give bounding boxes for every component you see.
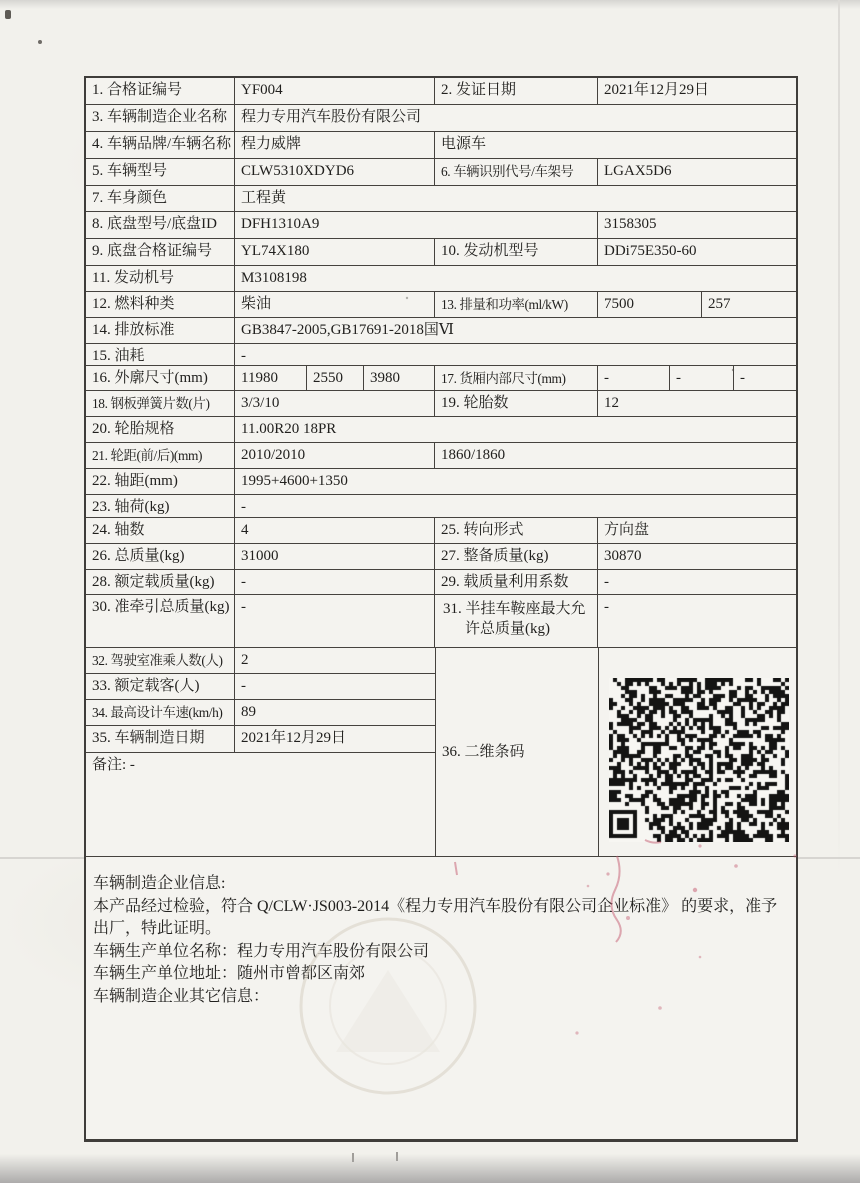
value-cargo-height: - — [740, 370, 745, 386]
value-emission-standard: GB3847-2005,GB17691-2018国Ⅵ — [241, 322, 455, 338]
label-axle-load: 23. 轴荷(kg) — [86, 495, 235, 517]
value-rated-load-mass: - — [235, 570, 435, 594]
row-manufacture-date — [86, 726, 435, 753]
value-chassis-model: DFH1310A9 — [235, 212, 598, 238]
value-chassis-id: 3158305 — [604, 216, 657, 232]
label-saddle-max-mass: 31. 半挂车鞍座最大允许总质量(kg) — [435, 595, 598, 647]
row-springs-tires — [86, 391, 796, 417]
value-manufacture-date: 2021年12月29日 — [241, 730, 347, 746]
value-rated-passengers: - — [241, 678, 246, 694]
footer-heading: 车辆制造企业信息: — [93, 875, 226, 892]
producer-name: 车辆生产单位名称：程力专用汽车股份有限公司 — [93, 942, 430, 960]
value-cargo-width: - — [670, 366, 734, 390]
row-chassis-model — [86, 212, 796, 239]
row-emission-standard — [86, 318, 796, 344]
certificate-table — [84, 76, 798, 1142]
value-steering-type: 方向盘 — [604, 522, 650, 538]
label-engine-no: 11. 发动机号 — [86, 266, 235, 291]
label-manufacture-date: 35. 车辆制造日期 — [86, 726, 235, 752]
value-gross-mass: 31000 — [235, 544, 435, 569]
qr-code-section — [435, 648, 796, 857]
value-length: 11980 — [235, 366, 307, 390]
manufacturer-info-section — [86, 857, 796, 1140]
value-fuel-type: 柴油 — [235, 292, 435, 317]
value-cab-passengers: 2 — [241, 652, 249, 668]
label-qr-code: 36. 二维条码 — [436, 648, 599, 856]
value-vehicle-model: CLW5310XDYD6 — [235, 159, 435, 185]
inspection-statement: 本产品经过检验，符合 Q/CLW·JS003-2014《程力专用汽车股份有限公司企业标准》 的要求，准予出厂，特此证明。 — [93, 897, 778, 937]
label-leaf-spring-count: 18. 钢板弹簧片数(片) — [86, 391, 235, 416]
label-displacement-power: 13. 排量和功率(ml/kW) — [435, 292, 598, 317]
row-outer-dimensions — [86, 366, 796, 391]
label-cargo-inner-dimensions: 17. 货厢内部尺寸(mm) — [435, 366, 598, 390]
label-cab-passengers: 32. 驾驶室准乘人数(人) — [86, 648, 235, 673]
value-leaf-spring-count: 3/3/10 — [235, 391, 435, 416]
value-issue-date: 2021年12月29日 — [604, 82, 710, 98]
label-issue-date: 2. 发证日期 — [435, 78, 598, 104]
row-fuel-displacement — [86, 292, 796, 318]
label-manufacturer-name: 3. 车辆制造企业名称 — [86, 105, 235, 131]
label-tire-spec: 20. 轮胎规格 — [86, 417, 235, 442]
scan-top-shadow — [0, 0, 860, 9]
value-saddle-max-mass: - — [604, 599, 609, 615]
row-axles-steering — [86, 518, 796, 544]
label-outer-dimensions: 16. 外廓尺寸(mm) — [86, 366, 235, 390]
row-rated-passengers — [86, 674, 435, 700]
value-curb-mass: 30870 — [604, 548, 642, 564]
label-towable-total-mass: 30. 准牵引总质量(kg) — [86, 595, 235, 647]
qr-code — [609, 678, 789, 842]
value-engine-model: DDi75E350-60 — [604, 243, 697, 259]
value-load-utilization: - — [604, 574, 609, 590]
value-engine-no: M3108198 — [241, 270, 307, 286]
row-fuel-consumption — [86, 344, 796, 366]
qr-code-cell — [599, 648, 796, 856]
label-track-front-rear: 21. 轮距(前/后)(mm) — [86, 443, 235, 468]
value-manufacturer-name: 程力专用汽车股份有限公司 — [241, 109, 422, 125]
value-height: 3980 — [364, 366, 435, 390]
value-cargo-length: - — [598, 366, 670, 390]
value-vin: LGAX5D6 — [604, 163, 672, 179]
scan-bottom-shadow — [0, 1154, 860, 1183]
label-load-utilization: 29. 载质量利用系数 — [435, 570, 598, 594]
row-remarks — [86, 753, 435, 857]
row-track — [86, 443, 796, 469]
other-info-heading: 车辆制造企业其它信息： — [93, 987, 270, 1005]
row-brand-name — [86, 132, 796, 159]
value-displacement: 7500 — [598, 292, 702, 317]
label-wheelbase: 22. 轴距(mm) — [86, 469, 235, 494]
value-certificate-no: YF004 — [235, 78, 435, 104]
row-gross-curb-mass — [86, 544, 796, 570]
row-rated-load — [86, 570, 796, 595]
label-tire-count: 19. 轮胎数 — [435, 391, 598, 416]
label-fuel-consumption: 15. 油耗 — [86, 344, 235, 365]
value-width: 2550 — [307, 366, 364, 390]
label-max-speed: 34. 最高设计车速(km/h) — [86, 700, 235, 725]
value-remarks: 备注: - — [92, 757, 135, 773]
value-max-speed: 89 — [241, 704, 256, 720]
label-chassis-certificate-no: 9. 底盘合格证编号 — [86, 239, 235, 265]
row-tire-spec — [86, 417, 796, 443]
row-axle-load — [86, 495, 796, 518]
label-rated-passengers: 33. 额定载客(人) — [86, 674, 235, 699]
row-model-vin — [86, 159, 796, 186]
value-body-color: 工程黄 — [241, 190, 287, 206]
row-body-color — [86, 186, 796, 212]
value-chassis-certificate-no: YL74X180 — [235, 239, 435, 265]
row-engine-number — [86, 266, 796, 292]
label-vin: 6. 车辆识别代号/车架号 — [435, 159, 598, 185]
label-certificate-no: 1. 合格证编号 — [86, 78, 235, 104]
label-vehicle-model: 5. 车辆型号 — [86, 159, 235, 185]
label-curb-mass: 27. 整备质量(kg) — [435, 544, 598, 569]
row-max-speed — [86, 700, 435, 726]
label-gross-mass: 26. 总质量(kg) — [86, 544, 235, 569]
value-brand: 程力威牌 — [235, 132, 435, 158]
row-cab-passengers — [86, 648, 435, 674]
value-power: 257 — [708, 296, 731, 312]
row-chassis-cert-engine-model — [86, 239, 796, 266]
paper-fold-line — [838, 0, 840, 878]
value-track-front: 2010/2010 — [235, 443, 435, 468]
label-rated-load-mass: 28. 额定载质量(kg) — [86, 570, 235, 594]
value-vehicle-name: 电源车 — [441, 136, 487, 152]
row-towing-saddle-mass — [86, 595, 796, 648]
label-chassis-model: 8. 底盘型号/底盘ID — [86, 212, 235, 238]
label-engine-model: 10. 发动机型号 — [435, 239, 598, 265]
label-emission-standard: 14. 排放标准 — [86, 318, 235, 343]
value-axle-load: - — [241, 499, 246, 515]
label-steering-type: 25. 转向形式 — [435, 518, 598, 543]
label-axle-count: 24. 轴数 — [86, 518, 235, 543]
row-manufacturer-name — [86, 105, 796, 132]
producer-address: 车辆生产单位地址：随州市曾都区南郊 — [93, 965, 366, 982]
label-fuel-type: 12. 燃料种类 — [86, 292, 235, 317]
label-brand-name: 4. 车辆品牌/车辆名称 — [86, 132, 235, 158]
value-tire-count: 12 — [604, 395, 619, 411]
value-axle-count: 4 — [235, 518, 435, 543]
value-tire-spec: 11.00R20 18PR — [241, 421, 337, 437]
label-body-color: 7. 车身颜色 — [86, 186, 235, 211]
value-wheelbase: 1995+4600+1350 — [241, 473, 348, 489]
value-track-rear: 1860/1860 — [441, 447, 506, 463]
value-fuel-consumption: - — [241, 348, 246, 364]
row-certificate-number — [86, 78, 796, 105]
row-wheelbase — [86, 469, 796, 495]
value-towable-total-mass: - — [235, 595, 435, 647]
